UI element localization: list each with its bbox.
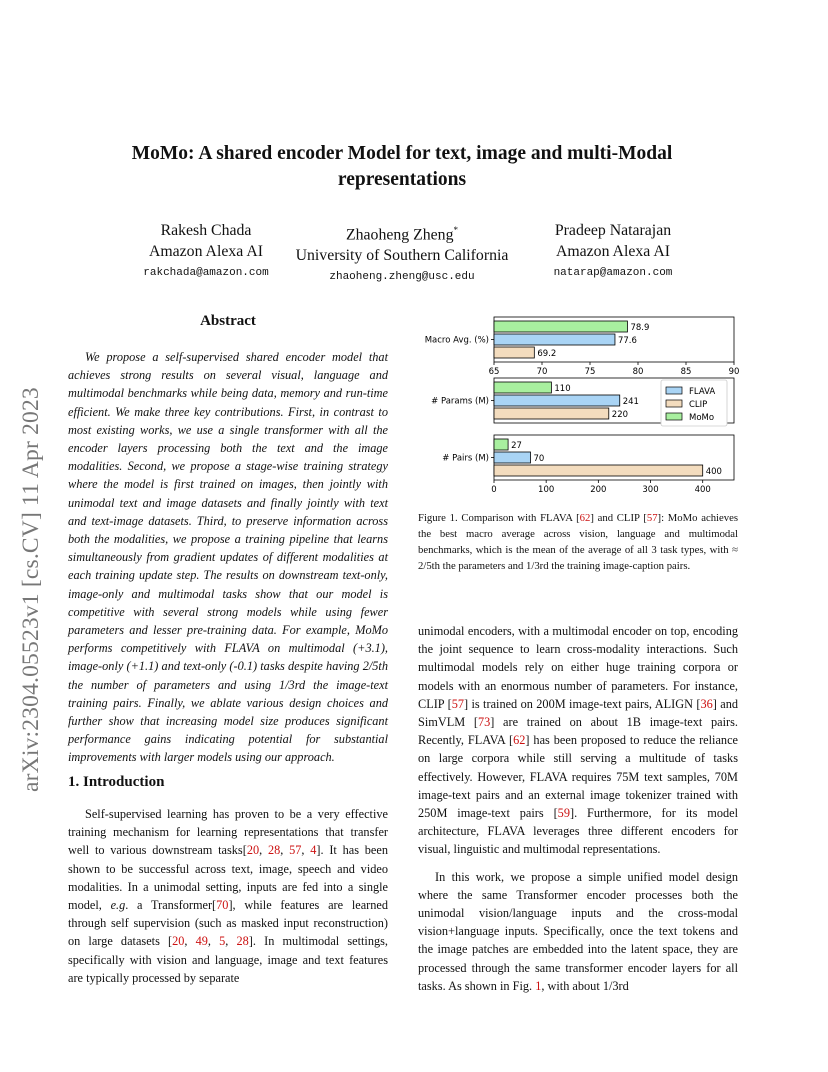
citation-link[interactable]: 1 <box>535 978 542 993</box>
bar-flava <box>494 395 620 406</box>
citation-link[interactable]: 36 <box>700 696 713 711</box>
author-name: Zhaoheng Zheng* <box>346 225 458 244</box>
y-axis-label: # Params (M) <box>431 396 489 407</box>
data-label: 78.9 <box>630 323 650 333</box>
y-axis-label: # Pairs (M) <box>442 453 489 464</box>
figure-caption <box>418 510 738 574</box>
citation-link[interactable]: 62 <box>579 512 591 524</box>
author-affiliation: University of Southern California <box>295 247 509 265</box>
bar-clip <box>494 347 534 358</box>
y-axis-label: Macro Avg. (%) <box>424 335 489 346</box>
data-label: 27 <box>511 441 522 451</box>
intro-paragraph: Self-supervised learning has proven to be a very effective training mechanism for learning representations that transfer well to various downstream tasks[20, 28, 57, 4]. It has been shown to be successful across text, image, speech and video modalities. In a unimodal setting, inputs are fed into a single model, e.g. a Transformer[70], while features are learned through self supervision (such as masked input reconstruction) on large datasets [20, 49, 5, 28]. In multimodal settings, specifically with vision and language, image and text features are typically processed by separate <box>68 807 388 985</box>
abstract-body <box>68 348 388 767</box>
bar-momo <box>494 382 551 393</box>
bar-clip <box>494 465 703 476</box>
x-tick-label: 70 <box>536 367 548 377</box>
legend-swatch-flava <box>666 387 682 394</box>
body-paragraph: In this work, we propose a simple unified model design where the same Transformer encoder processes both the unimodal vision/language inputs and the cross-modal vision+language inputs. Specifically, once the text tokens and the image patches are embedded into the latent space, they are processed through the same transformer encoder layers for all tasks. As shown in Fig. 1, with about 1/3rd <box>418 869 738 993</box>
italic-text: e.g <box>110 898 126 913</box>
data-label: 241 <box>622 397 639 407</box>
citation-link[interactable]: 57 <box>646 512 658 524</box>
author-email[interactable]: natarap@amazon.com <box>553 267 673 279</box>
citation-link[interactable]: 57 <box>289 843 302 858</box>
bar-clip <box>494 408 609 419</box>
citation-link[interactable]: 20 <box>172 934 185 949</box>
citation-link[interactable]: 73 <box>477 715 491 730</box>
figure-1-chart <box>414 312 744 502</box>
arxiv-identifier: arXiv:2304.05523v1 [cs.CV] 11 Apr 2023 <box>18 387 44 792</box>
citation-link[interactable]: 4 <box>310 843 317 858</box>
author-affiliation: Amazon Alexa AI <box>148 243 264 260</box>
citation-link[interactable]: 20 <box>246 843 260 858</box>
x-tick-label: 0 <box>491 485 497 495</box>
author-name: Pradeep Natarajan <box>554 222 672 239</box>
citation-link[interactable]: 62 <box>513 733 526 748</box>
x-tick-label: 80 <box>632 367 644 377</box>
bar-flava <box>494 334 615 345</box>
citation-link[interactable]: 28 <box>236 934 249 949</box>
right-column-body <box>418 622 738 995</box>
title-line-2: representations <box>337 169 467 190</box>
citation-link[interactable]: 49 <box>195 934 208 949</box>
x-tick-label: 100 <box>538 485 555 495</box>
citation-link[interactable]: 59 <box>557 806 570 821</box>
author-email[interactable]: rakchada@amazon.com <box>143 267 269 279</box>
author-block <box>110 220 302 283</box>
author-block <box>530 220 696 283</box>
x-tick-label: 85 <box>680 367 692 377</box>
legend-label: FLAVA <box>689 387 716 397</box>
citation-link[interactable]: 57 <box>451 696 464 711</box>
citation-link[interactable]: 70 <box>216 898 229 913</box>
data-label: 400 <box>705 467 722 477</box>
abstract-text: We propose a self-supervised shared encoder model that achieves strong results on several visual, language and multimodal benchmarks while being data, memory and run-time efficient. We make three key contributions. First, in contrast to most existing works, we use a single transformer with all the encoder layers processing both the text and the image modalities. Second, we propose a stage-wise training strategy where the model is first trained on images, then jointly with unimodal text and image datasets and finally jointly with text and text-image datasets. Third, to preserve information across both the modalities, we propose a training pipeline that learns simultaneously from gradient updates of different modalities at each training update step. The results on downstream text-only, image-only and multimodal tasks show that our model is competitive with several strong models while using fewer parameters and lesser pre-training data. For example, MoMo performs competitively with FLAVA on multimodal (+3.1), image-only (+1.1) and text-only (-0.1) tasks despite having 2/5th the number of parameters and using 1/3rd the image-text training pairs. Finally, we ablate various design choices and further show that increasing model size produces significant performance gains indicating potential for substantial improvements with larger models using our approach. <box>68 350 388 765</box>
title-line-1: MoMo: A shared encoder Model for text, image and multi-Modal <box>131 143 673 164</box>
bar-momo <box>494 321 627 332</box>
citation-link[interactable]: 28 <box>267 843 281 858</box>
x-tick-label: 200 <box>590 485 607 495</box>
author-block <box>284 220 520 287</box>
abstract-heading: Abstract <box>200 313 256 329</box>
data-label: 110 <box>554 384 571 394</box>
caption-text: Figure 1. Comparison with FLAVA [62] and CLIP [57]: MoMo achieves the best macro average across vision, language and multimodal benchmarks, which is the mean of the average of all 3 task types, with ≈ 2/5th the parameters and 1/3rd the training image-caption pairs. <box>418 512 738 572</box>
legend-swatch-momo <box>666 413 682 420</box>
x-tick-label: 75 <box>584 367 596 377</box>
section-heading-introduction: 1. Introduction <box>68 774 165 790</box>
author-name: Rakesh Chada <box>160 222 252 239</box>
x-tick-label: 300 <box>642 485 659 495</box>
author-affiliation: Amazon Alexa AI <box>555 243 671 260</box>
footnote-mark: * <box>453 225 458 235</box>
paper-title <box>100 141 704 193</box>
data-label: 220 <box>611 410 629 420</box>
author-email[interactable]: zhaoheng.zheng@usc.edu <box>329 271 475 284</box>
legend-swatch-clip <box>666 400 682 407</box>
data-label: 69.2 <box>537 349 557 359</box>
bar-momo <box>494 439 508 450</box>
x-tick-label: 90 <box>728 367 740 377</box>
legend-label: CLIP <box>689 400 708 410</box>
x-tick-label: 65 <box>488 367 500 377</box>
data-label: 77.6 <box>617 336 637 346</box>
bar-flava <box>494 452 531 463</box>
data-label: 70 <box>533 454 545 464</box>
legend-label: MoMo <box>689 413 715 423</box>
introduction-body <box>68 805 388 987</box>
citation-link[interactable]: 5 <box>219 934 226 949</box>
body-paragraph: unimodal encoders, with a multimodal encoder on top, encoding the joint sequence to learn cross-modality interactions. Such multimodal models rely on either huge training corpora or models with an enormous number of parameters. For instance, CLIP [57] is trained on 200M image-text pairs, ALIGN [36] and SimVLM [73] are trained on about 1B image-text pairs. Recently, FLAVA [62] has been proposed to reduce the reliance on large corpora while still serving a multitude of tasks effectively. However, FLAVA requires 75M text samples, 70M image-text pairs and an external image tokenizer trained with 250M image-text pairs [59]. Furthermore, for its model architecture, FLAVA leverages three different encoders for visual, linguistic and multimodal representations. <box>418 624 738 857</box>
x-tick-label: 400 <box>694 485 711 495</box>
